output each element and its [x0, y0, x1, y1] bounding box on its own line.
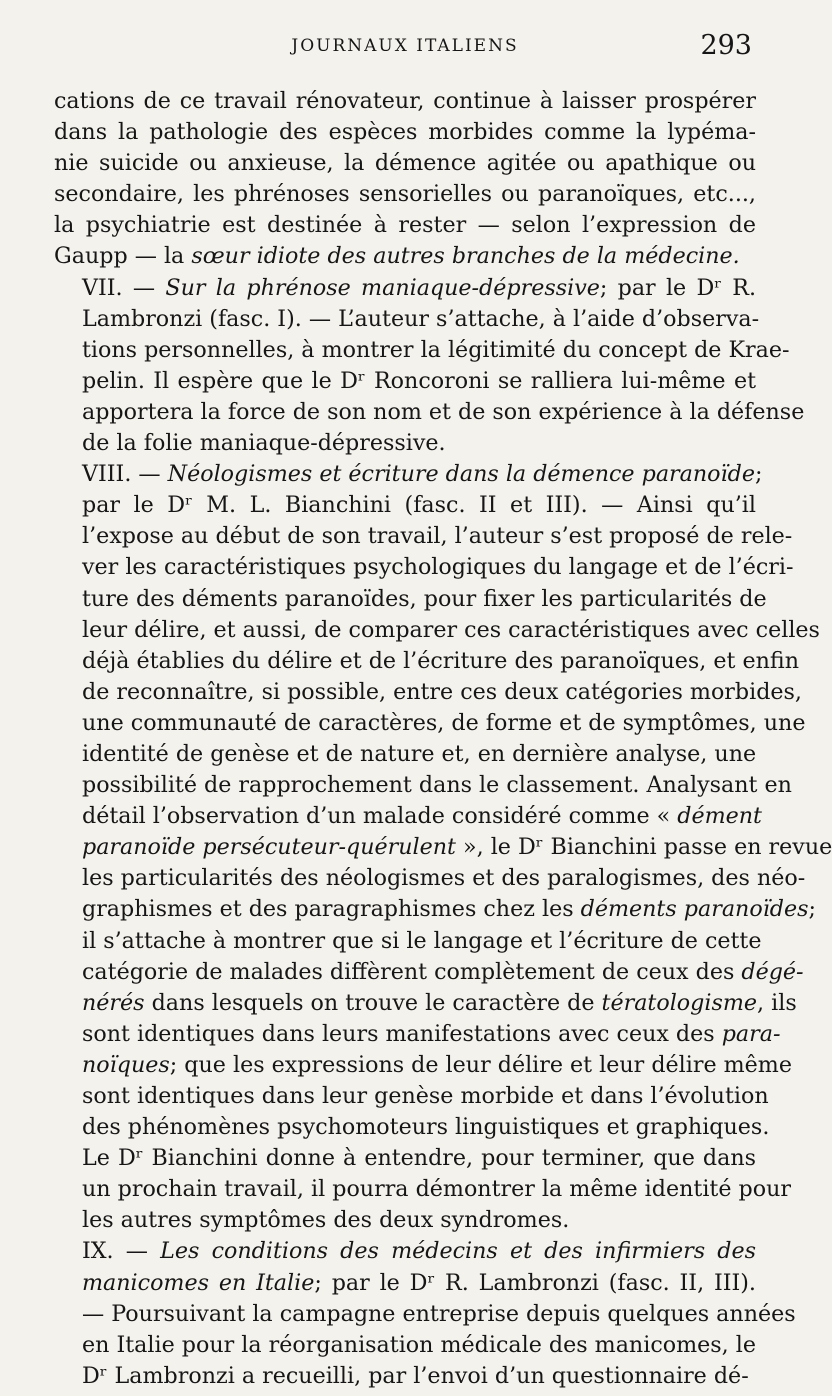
- paragraph-section-viii: [54, 459, 832, 1236]
- text-run: sont identiques dans leur genèse morbide et dans l’évolution: [82, 1083, 769, 1109]
- text-run: en Italie pour la réorganisation médicale des manicomes, le: [82, 1331, 756, 1358]
- italic-run: noïques: [82, 1051, 170, 1078]
- text-line: [54, 1112, 770, 1143]
- text-line: [54, 1330, 756, 1361]
- italic-run: dégé-: [741, 958, 804, 985]
- text-run: IX. —: [82, 1238, 161, 1265]
- text-line: [54, 117, 756, 148]
- italic-run: para-: [721, 1020, 781, 1047]
- text-line: [54, 459, 763, 490]
- text-line: [54, 428, 756, 459]
- text-line: [54, 304, 760, 335]
- text-run: pelin. Il espère que le Dʳ Roncoroni se ralliera lui-même et: [82, 367, 756, 394]
- italic-run: tératologisme: [601, 989, 758, 1016]
- text-line: [54, 1268, 756, 1299]
- text-run: Dʳ Lambronzi a recueilli, par l’envoi d’un questionnaire dé-: [82, 1362, 749, 1389]
- text-run: un prochain travail, il pourra démontrer la même identité pour: [82, 1176, 791, 1203]
- text-line: [54, 1081, 769, 1112]
- text-run: de reconnaître, si possible, entre ces deux catégories morbides,: [82, 678, 802, 705]
- text-line: [54, 148, 756, 179]
- text-line: [54, 926, 762, 957]
- text-run: ; que les expressions de leur délire et leur délire même: [169, 1051, 792, 1078]
- text-line: [54, 677, 802, 708]
- text-line: [54, 335, 790, 366]
- text-line: [54, 1143, 756, 1174]
- text-line: [54, 490, 756, 521]
- text-run: des phénomènes psychomoteurs linguistiques et graphiques.: [82, 1114, 770, 1141]
- text-run: les autres symptômes des deux syndromes.: [82, 1207, 570, 1234]
- text-line: [54, 646, 799, 677]
- text-line: [54, 770, 792, 801]
- text-run: par le Dʳ M. L. Bianchini (fasc. II et III). — Ainsi qu’il: [82, 492, 756, 519]
- text-line: [54, 708, 806, 739]
- italic-run: manicomes en Italie: [82, 1269, 315, 1296]
- text-run: Gaupp — la: [54, 243, 192, 270]
- text-line: [54, 179, 756, 210]
- text-run: l’expose au début de son travail, l’auteur s’est proposé de rele-: [82, 523, 793, 550]
- text-run: détail l’observation d’un malade considéré comme «: [82, 803, 678, 830]
- text-line: [54, 1205, 756, 1236]
- text-run: », le Dʳ Bianchini passe en revue: [455, 834, 832, 861]
- text-run: sont identiques dans leurs manifestations avec ceux des: [82, 1020, 722, 1047]
- text-line: [54, 241, 756, 272]
- text-line: [54, 1236, 756, 1267]
- text-run: ;: [754, 461, 763, 488]
- text-run: ; par le Dʳ R.: [599, 274, 756, 301]
- text-run: secondaire, les phrénoses sensorielles ou paranoïques, etc...,: [54, 181, 756, 208]
- text-line: [54, 552, 794, 583]
- text-run: cations de ce travail rénovateur, continue à laisser prospérer: [54, 88, 756, 114]
- text-line: [54, 832, 832, 863]
- text-run: graphismes et des paragraphismes chez les: [82, 896, 581, 923]
- text-run: la psychiatrie est destinée à rester — selon l’expression de: [54, 212, 756, 239]
- text-line: [54, 957, 804, 988]
- text-run: VII. —: [82, 274, 166, 301]
- text-line: [54, 273, 756, 304]
- italic-run: Sur la phrénose maniaque-dépressive: [165, 274, 600, 301]
- text-line: [54, 615, 820, 646]
- text-run: Le Dʳ Bianchini donne à entendre, pour terminer, que dans: [82, 1145, 756, 1172]
- page-number: 293: [700, 30, 752, 61]
- text-line: [54, 894, 817, 925]
- paragraph-section-ix: [54, 1236, 796, 1391]
- text-line: [54, 863, 806, 894]
- text-run: ture des déments paranoïdes, pour fixer les particularités de: [82, 585, 767, 612]
- text-line: [54, 584, 767, 615]
- text-run: catégorie de malades diffèrent complètement de ceux des: [82, 958, 742, 985]
- text-run: une communauté de caractères, de forme et de symptômes, une: [82, 709, 806, 736]
- text-run: , ils: [757, 989, 797, 1016]
- page-header: [54, 30, 756, 86]
- text-line: [54, 1174, 791, 1205]
- text-line: [54, 521, 793, 552]
- text-line: [54, 366, 756, 397]
- text-run: déjà établies du délire et de l’écriture des paranoïques, et enfin: [82, 647, 799, 674]
- text-line: [54, 1299, 796, 1330]
- text-run: apportera la force de son nom et de son expérience à la défense: [82, 398, 805, 425]
- text-run: ver les caractéristiques psychologiques du langage et de l’écri-: [82, 554, 794, 581]
- italic-run: nérés: [82, 989, 145, 1016]
- text-run: ; par le Dʳ R. Lambronzi (fasc. II, III).: [314, 1269, 756, 1296]
- text-run: leur délire, et aussi, de comparer ces caractéristiques avec celles: [82, 616, 820, 643]
- paragraph-continuation: [54, 86, 756, 273]
- italic-run: paranoïde persécuteur-quérulent: [82, 834, 456, 861]
- text-line: [54, 210, 756, 241]
- paragraph-section-vii: [54, 273, 805, 460]
- text-run: de la folie maniaque-dépressive.: [82, 430, 446, 457]
- italic-run: sœur idiote des autres branches de la médecine.: [191, 243, 740, 270]
- text-run: identité de genèse et de nature et, en dernière analyse, une: [82, 740, 757, 767]
- text-line: [54, 1019, 781, 1050]
- italic-run: Les conditions des médecins et des infirmiers des: [160, 1238, 757, 1265]
- text-run: Lambronzi (fasc. I). — L’auteur s’attache, à l’aide d’observa-: [82, 305, 760, 332]
- text-run: tions personnelles, à montrer la légitimité du concept de Krae-: [82, 336, 790, 363]
- text-line: [54, 801, 762, 832]
- running-title: JOURNAUX ITALIENS: [291, 36, 519, 56]
- text-line: [54, 397, 805, 428]
- italic-run: déments paranoïdes: [580, 896, 809, 923]
- text-run: les particularités des néologismes et des paralogismes, des néo-: [82, 865, 806, 892]
- italic-run: dément: [677, 803, 762, 830]
- text-line: [54, 1050, 792, 1081]
- text-run: dans la pathologie des espèces morbides comme la lypéma-: [54, 119, 756, 146]
- body-text: [54, 86, 832, 1392]
- text-line: [54, 86, 756, 117]
- text-run: VIII. —: [82, 461, 168, 488]
- text-run: il s’attache à montrer que si le langage et l’écriture de cette: [82, 927, 762, 954]
- text-line: [54, 739, 756, 770]
- italic-run: Néologismes et écriture dans la démence paranoïde: [167, 461, 755, 488]
- text-run: possibilité de rapprochement dans le classement. Analysant en: [82, 772, 792, 799]
- text-run: nie suicide ou anxieuse, la démence agitée ou apathique ou: [54, 150, 756, 177]
- text-run: ;: [808, 896, 817, 923]
- text-line: [54, 988, 797, 1019]
- text-run: dans lesquels on trouve le caractère de: [144, 989, 602, 1016]
- text-line: [54, 1361, 756, 1392]
- text-run: — Poursuivant la campagne entreprise depuis quelques années: [82, 1300, 796, 1327]
